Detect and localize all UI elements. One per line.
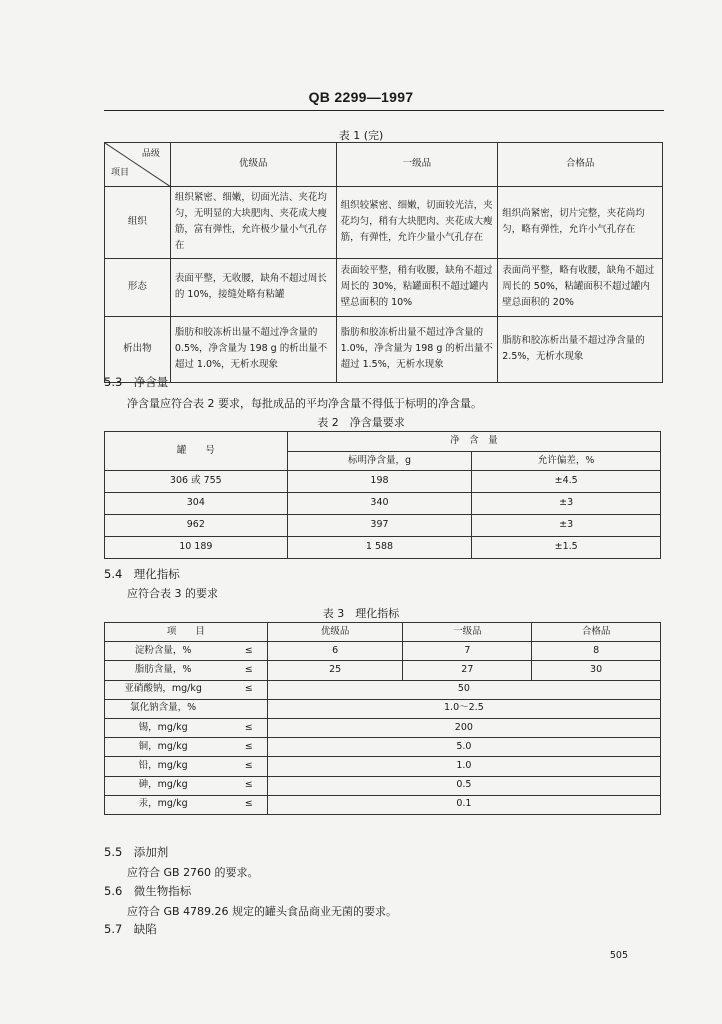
table3-leq-symbol bbox=[221, 699, 267, 718]
table1-row-item: 组织 bbox=[105, 187, 171, 259]
table1-corner-header bbox=[105, 143, 171, 187]
table3-leq-symbol: ≤ bbox=[221, 757, 267, 776]
table3-leq-symbol: ≤ bbox=[221, 642, 267, 661]
table2-net-cell: 1 588 bbox=[287, 537, 472, 559]
table1-cell: 组织较紧密、细嫩，切面较光洁，夹花均匀，稍有大块肥肉、夹花成大瘦筋，有弹性，允许少量小气孔存在 bbox=[336, 187, 498, 259]
page-number: 505 bbox=[609, 950, 628, 961]
section-5-6-text: 应符合 GB 4789.26 规定的罐头食品商业无菌的要求。 bbox=[127, 905, 398, 918]
table3-merged-value: 50 bbox=[267, 680, 660, 699]
table3-leq-symbol: ≤ bbox=[221, 776, 267, 795]
table3-col-header: 合格品 bbox=[532, 623, 661, 642]
table1 bbox=[104, 142, 663, 383]
corner-item-label: 项目 bbox=[111, 168, 130, 179]
header-rule bbox=[104, 110, 664, 111]
table2-net-cell: 340 bbox=[287, 493, 472, 515]
table2-net-cell: 198 bbox=[287, 471, 472, 493]
table3-value-cell: 7 bbox=[403, 642, 532, 661]
table2-can-cell: 962 bbox=[105, 515, 288, 537]
table1-cell: 组织尚紧密，切片完整，夹花尚均匀，略有弹性，允许小气孔存在 bbox=[498, 187, 663, 259]
table3-merged-value: 0.1 bbox=[267, 795, 660, 814]
section-5-3-text: 净含量应符合表 2 要求，每批成品的平均净含量不得低于标明的净含量。 bbox=[127, 397, 482, 410]
table1-col-header: 优级品 bbox=[170, 143, 336, 187]
table1-cell: 组织紧密、细嫩，切面光洁、夹花均匀，无明显的大块肥肉、夹花成大瘦筋，富有弹性，允许极少量小气孔存在 bbox=[170, 187, 336, 259]
table3-col-header: 优级品 bbox=[267, 623, 403, 642]
table3-merged-value: 200 bbox=[267, 718, 660, 737]
table1-cell: 表面尚平整，略有收腰，缺角不超过周长的 50%，粘罐面积不超过罐内壁总面积的 20% bbox=[498, 258, 663, 316]
table2-can-cell: 304 bbox=[105, 493, 288, 515]
table3 bbox=[104, 622, 661, 815]
section-5-5-title: 5.5 添加剂 bbox=[104, 845, 169, 859]
table2-tolerance-cell: ±1.5 bbox=[472, 537, 661, 559]
table3-value-cell: 6 bbox=[267, 642, 403, 661]
corner-grade-label: 品级 bbox=[141, 149, 160, 159]
table1-caption: 表 1 (完) bbox=[338, 129, 384, 142]
table2-caption: 表 2 净含量要求 bbox=[317, 416, 405, 429]
section-5-4-text: 应符合表 3 的要求 bbox=[127, 587, 218, 600]
table3-row-item: 淀粉含量，% bbox=[105, 642, 222, 661]
table1-cell: 脂肪和胶冻析出量不超过净含量的 1.0%，净含量为 198 g 的析出量不超过 1.5%，无析水现象 bbox=[336, 316, 498, 382]
table3-row-item: 铅，mg/kg bbox=[105, 757, 222, 776]
table3-row-item: 汞，mg/kg bbox=[105, 795, 222, 814]
table2 bbox=[104, 431, 661, 559]
table1-row-item: 析出物 bbox=[105, 316, 171, 382]
section-5-4-title: 5.4 理化指标 bbox=[104, 567, 180, 581]
table2-net-group-header: 净 含 量 bbox=[287, 432, 660, 452]
table3-merged-value: 1.0 bbox=[267, 757, 660, 776]
table3-row-item: 砷，mg/kg bbox=[105, 776, 222, 795]
table2-tolerance-cell: ±3 bbox=[472, 515, 661, 537]
table2-net-header: 标明净含量，g bbox=[287, 452, 472, 471]
table3-item-header: 项 目 bbox=[105, 623, 268, 642]
table2-tolerance-cell: ±4.5 bbox=[472, 471, 661, 493]
table3-col-header: 一级品 bbox=[403, 623, 532, 642]
table3-row-item: 氯化钠含量，% bbox=[105, 699, 222, 718]
table1-row-item: 形态 bbox=[105, 258, 171, 316]
section-5-6-title: 5.6 微生物指标 bbox=[104, 884, 192, 898]
table3-value-cell: 8 bbox=[532, 642, 661, 661]
table3-leq-symbol: ≤ bbox=[221, 718, 267, 737]
table3-value-cell: 27 bbox=[403, 661, 532, 680]
table3-merged-value: 5.0 bbox=[267, 738, 660, 757]
table1-cell: 脂肪和胶冻析出量不超过净含量的 0.5%，净含量为 198 g 的析出量不超过 1.0%，无析水现象 bbox=[170, 316, 336, 382]
section-5-7-title: 5.7 缺陷 bbox=[104, 922, 157, 936]
table3-value-cell: 25 bbox=[267, 661, 403, 680]
table1-cell: 脂肪和胶冻析出量不超过净含量的 2.5%，无析水现象 bbox=[498, 316, 663, 382]
section-5-3-title: 5.3 净含量 bbox=[104, 375, 169, 389]
table2-can-cell: 10 189 bbox=[105, 537, 288, 559]
table1-cell: 表面平整，无收腰，缺角不超过周长的 10%，接缝处略有粘罐 bbox=[170, 258, 336, 316]
table2-tolerance-cell: ±3 bbox=[472, 493, 661, 515]
table3-leq-symbol: ≤ bbox=[221, 795, 267, 814]
table1-col-header: 一级品 bbox=[336, 143, 498, 187]
table2-net-cell: 397 bbox=[287, 515, 472, 537]
table1-col-header: 合格品 bbox=[498, 143, 663, 187]
table3-row-item: 亚硝酸钠，mg/kg bbox=[105, 680, 222, 699]
table3-value-cell: 30 bbox=[532, 661, 661, 680]
table3-row-item: 锡，mg/kg bbox=[105, 718, 222, 737]
table3-leq-symbol: ≤ bbox=[221, 680, 267, 699]
table2-can-cell: 306 或 755 bbox=[105, 471, 288, 493]
document-code: QB 2299—1997 bbox=[308, 89, 414, 105]
table3-caption: 表 3 理化指标 bbox=[322, 607, 400, 620]
section-5-5-text: 应符合 GB 2760 的要求。 bbox=[127, 866, 259, 879]
table2-can-header: 罐 号 bbox=[105, 432, 288, 471]
table3-merged-value: 0.5 bbox=[267, 776, 660, 795]
table3-row-item: 脂肪含量，% bbox=[105, 661, 222, 680]
table3-leq-symbol: ≤ bbox=[221, 738, 267, 757]
table1-cell: 表面较平整，稍有收腰，缺角不超过周长的 30%，粘罐面积不超过罐内壁总面积的 10% bbox=[336, 258, 498, 316]
table3-leq-symbol: ≤ bbox=[221, 661, 267, 680]
table2-tolerance-header: 允许偏差，% bbox=[472, 452, 661, 471]
table3-merged-value: 1.0～2.5 bbox=[267, 699, 660, 718]
table3-row-item: 铜，mg/kg bbox=[105, 738, 222, 757]
